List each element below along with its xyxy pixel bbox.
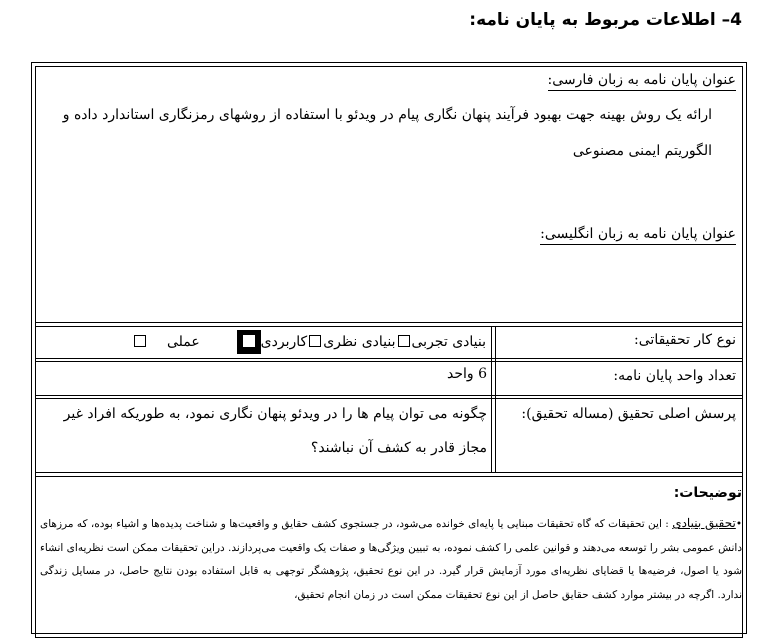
option-experimental-fundamental-checkbox[interactable] [398, 335, 410, 347]
question-value: چگونه می توان پیام ها را در ویدئو پنهان نگاری نمود، به طوریکه افراد غیر مجاز قادر به کشف آن نباشند؟ [63, 406, 487, 456]
research-type-options [132, 330, 486, 354]
row-divider [35, 395, 743, 396]
option-theoretical-fundamental-label: بنیادی نظری [323, 334, 396, 350]
option-theoretical-fundamental-checkbox[interactable] [309, 335, 321, 347]
units-value: 6 واحد [446, 366, 487, 382]
row-divider [35, 361, 743, 362]
section-heading: 4– اطلاعات مربوط به پایان نامه: [469, 10, 742, 30]
explanations-title: توضیحات: [673, 485, 742, 501]
option-applied-checkbox-selected[interactable] [237, 330, 261, 354]
row-divider [35, 476, 743, 477]
question-label: پرسش اصلی تحقیق (مساله تحقیق): [521, 406, 736, 422]
title-en-label: عنوان پایان نامه به زبان انگلیسی: [540, 226, 736, 245]
option-practical-label: عملی [167, 334, 200, 350]
explanation-text: : این تحقیقات که گاه تحقیقات مبنایی یا پایه‌ای خوانده می‌شود، در جستجوی کشف حقایق و واقعیت‌ها و شناخت پدیده‌ها و اشیاء بوده، که مرزهای دانش عمومی بشر را توسعه می‌دهند و قوانین علمی را کشف نموده، به تبیین ویژگی‌ها و صفات یک واقعیت می‌پردازند. دراین تحقیقات ممکن است نظریه‌ای انشاء شود یا اصول، فرضیه‌ها یا قضایای نظریه‌ای مورد آزمایش قرار گیرد. در این نوع تحقیق، پژوهشگر توجهی به قابل استفاده بودن نتایج حاصل، در مسایل زندگی ندارد. اگرچه در بیشتر موارد کشف حقایق حاصل از این نوع تحقیقات ممکن است در زمان انجام تحقیق، [40, 518, 742, 601]
row-divider [35, 358, 743, 359]
term-fundamental-research: تحقیق بنیادی [672, 516, 736, 530]
option-practical-checkbox[interactable] [134, 335, 146, 347]
row-divider [35, 322, 743, 323]
title-fa-value: ارائه یک روش بهینه جهت بهبود فرآیند پنهان نگاری پیام در ویدئو با استفاده از روشهای رمزنگاری استاندارد داده و الگوریتم ایمنی مصنوعی [62, 107, 712, 159]
option-experimental-fundamental-label: بنیادی تجربی [411, 334, 486, 350]
units-label: تعداد واحد پایان نامه: [613, 368, 736, 384]
bullet: • [735, 518, 743, 530]
row-divider [35, 472, 743, 473]
row-divider [35, 326, 743, 327]
research-type-label: نوع کار تحقیقاتی: [634, 332, 736, 348]
column-divider [491, 326, 492, 472]
option-applied-label: کاربردی [260, 334, 308, 350]
explanations-body [40, 512, 742, 607]
column-divider [495, 326, 496, 472]
title-fa-label: عنوان پایان نامه به زبان فارسی: [548, 72, 736, 91]
